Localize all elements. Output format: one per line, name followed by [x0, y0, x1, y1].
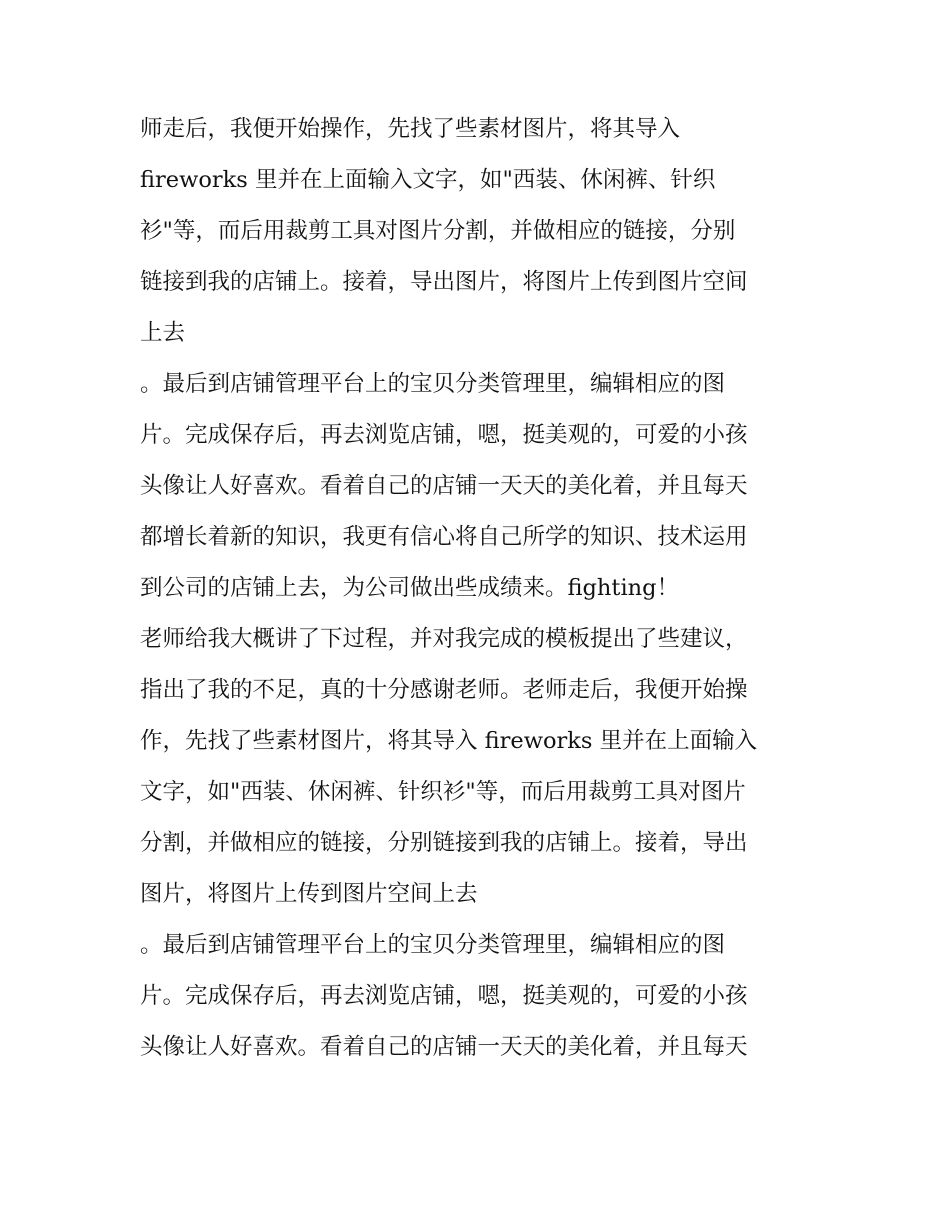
text-line: 分割，并做相应的链接，分别链接到我的店铺上。接着，导出 [140, 830, 748, 856]
document-text-body [140, 104, 820, 1073]
text-line: 作，先找了些素材图片，将其导入 fireworks 里并在上面输入 [140, 728, 758, 754]
text-line: 衫"等，而后用裁剪工具对图片分割，并做相应的链接，分别 [140, 218, 736, 244]
text-line: 。最后到店铺管理平台上的宝贝分类管理里，编辑相应的图 [140, 932, 726, 958]
text-line: 都增长着新的知识，我更有信心将自己所学的知识、技术运用 [140, 524, 748, 550]
text-line: 片。完成保存后，再去浏览店铺，嗯，挺美观的，可爱的小孩 [140, 422, 748, 448]
text-line: 文字，如"西装、休闲裤、针织衫"等，而后用裁剪工具对图片 [140, 779, 746, 805]
text-line: 图片，将图片上传到图片空间上去 [140, 881, 478, 907]
text-line: 指出了我的不足，真的十分感谢老师。老师走后，我便开始操 [140, 677, 748, 703]
text-line: 链接到我的店铺上。接着，导出图片，将图片上传到图片空间 [140, 269, 748, 295]
text-line: 片。完成保存后，再去浏览店铺，嗯，挺美观的，可爱的小孩 [140, 983, 748, 1009]
text-line: fireworks 里并在上面输入文字，如"西装、休闲裤、针织 [140, 167, 716, 193]
text-line: 上去 [140, 320, 186, 346]
text-line: 头像让人好喜欢。看着自己的店铺一天天的美化着，并且每天 [140, 473, 748, 499]
text-line: 到公司的店铺上去，为公司做出些成绩来。fighting！ [140, 575, 680, 601]
text-line: 师走后，我便开始操作，先找了些素材图片，将其导入 [140, 116, 681, 142]
text-line: 头像让人好喜欢。看着自己的店铺一天天的美化着，并且每天 [140, 1034, 748, 1060]
text-line: 老师给我大概讲了下过程，并对我完成的模板提出了些建议， [140, 626, 748, 652]
text-line: 。最后到店铺管理平台上的宝贝分类管理里，编辑相应的图 [140, 371, 726, 397]
